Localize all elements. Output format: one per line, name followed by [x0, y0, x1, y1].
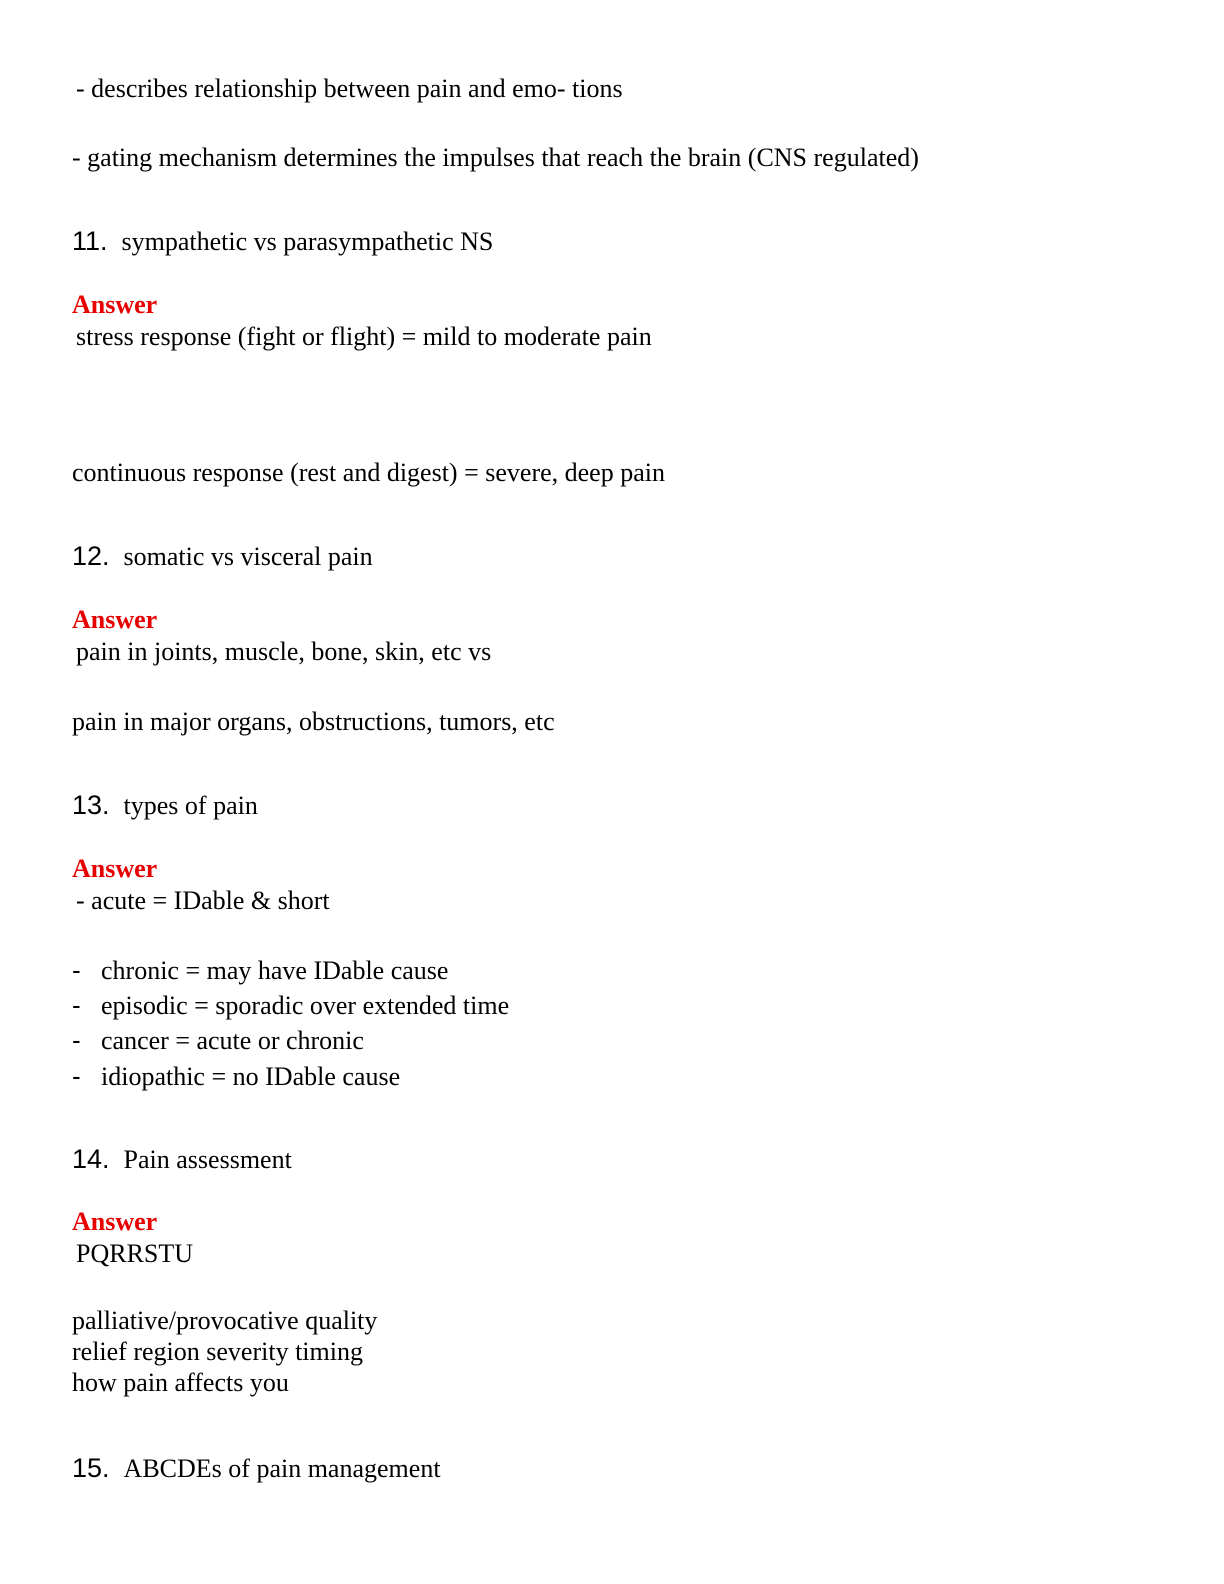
question-12 — [72, 541, 373, 572]
intro-line-2: - gating mechanism determines the impulses that reach the brain (CNS regulated) — [72, 143, 919, 172]
question-number: 11. — [72, 226, 108, 256]
question-text: somatic vs visceral pain — [123, 542, 373, 571]
bullet: - — [72, 955, 81, 985]
question-text: sympathetic vs parasympathetic NS — [121, 227, 494, 256]
answer-line: palliative/provocative quality — [72, 1306, 378, 1335]
question-13 — [72, 790, 258, 821]
answer-line: stress response (fight or flight) = mild to moderate pain — [76, 322, 652, 351]
bullet: - — [72, 1025, 81, 1055]
intro-line-1: - describes relationship between pain and emo- tions — [76, 74, 623, 103]
list-item-text: episodic = sporadic over extended time — [101, 991, 510, 1020]
question-number: 14. — [72, 1144, 110, 1174]
question-text: ABCDEs of pain management — [123, 1454, 441, 1483]
question-text: types of pain — [123, 791, 258, 820]
answer-line: PQRRSTU — [76, 1239, 194, 1268]
question-number: 13. — [72, 790, 110, 820]
answer-label: Answer — [72, 605, 158, 634]
answer-line: pain in major organs, obstructions, tumors, etc — [72, 707, 555, 736]
list-item — [72, 990, 509, 1021]
bullet: - — [72, 1061, 81, 1091]
question-14 — [72, 1144, 292, 1175]
answer-line: how pain affects you — [72, 1368, 289, 1397]
answer-label: Answer — [72, 1207, 158, 1236]
answer-line: continuous response (rest and digest) = severe, deep pain — [72, 458, 665, 487]
list-item-text: cancer = acute or chronic — [101, 1026, 364, 1055]
answer-label: Answer — [72, 290, 158, 319]
question-number: 15. — [72, 1453, 110, 1483]
list-item-text: idiopathic = no IDable cause — [101, 1062, 401, 1091]
answer-line: pain in joints, muscle, bone, skin, etc vs — [76, 637, 492, 666]
answer-line: - acute = IDable & short — [76, 886, 330, 915]
answer-label: Answer — [72, 854, 158, 883]
list-item — [72, 955, 448, 986]
list-item — [72, 1025, 364, 1056]
question-15 — [72, 1453, 441, 1484]
question-number: 12. — [72, 541, 110, 571]
bullet: - — [72, 990, 81, 1020]
list-item-text: chronic = may have IDable cause — [101, 956, 449, 985]
question-text: Pain assessment — [123, 1145, 292, 1174]
list-item — [72, 1061, 400, 1092]
question-11 — [72, 226, 493, 257]
answer-line: relief region severity timing — [72, 1337, 363, 1366]
